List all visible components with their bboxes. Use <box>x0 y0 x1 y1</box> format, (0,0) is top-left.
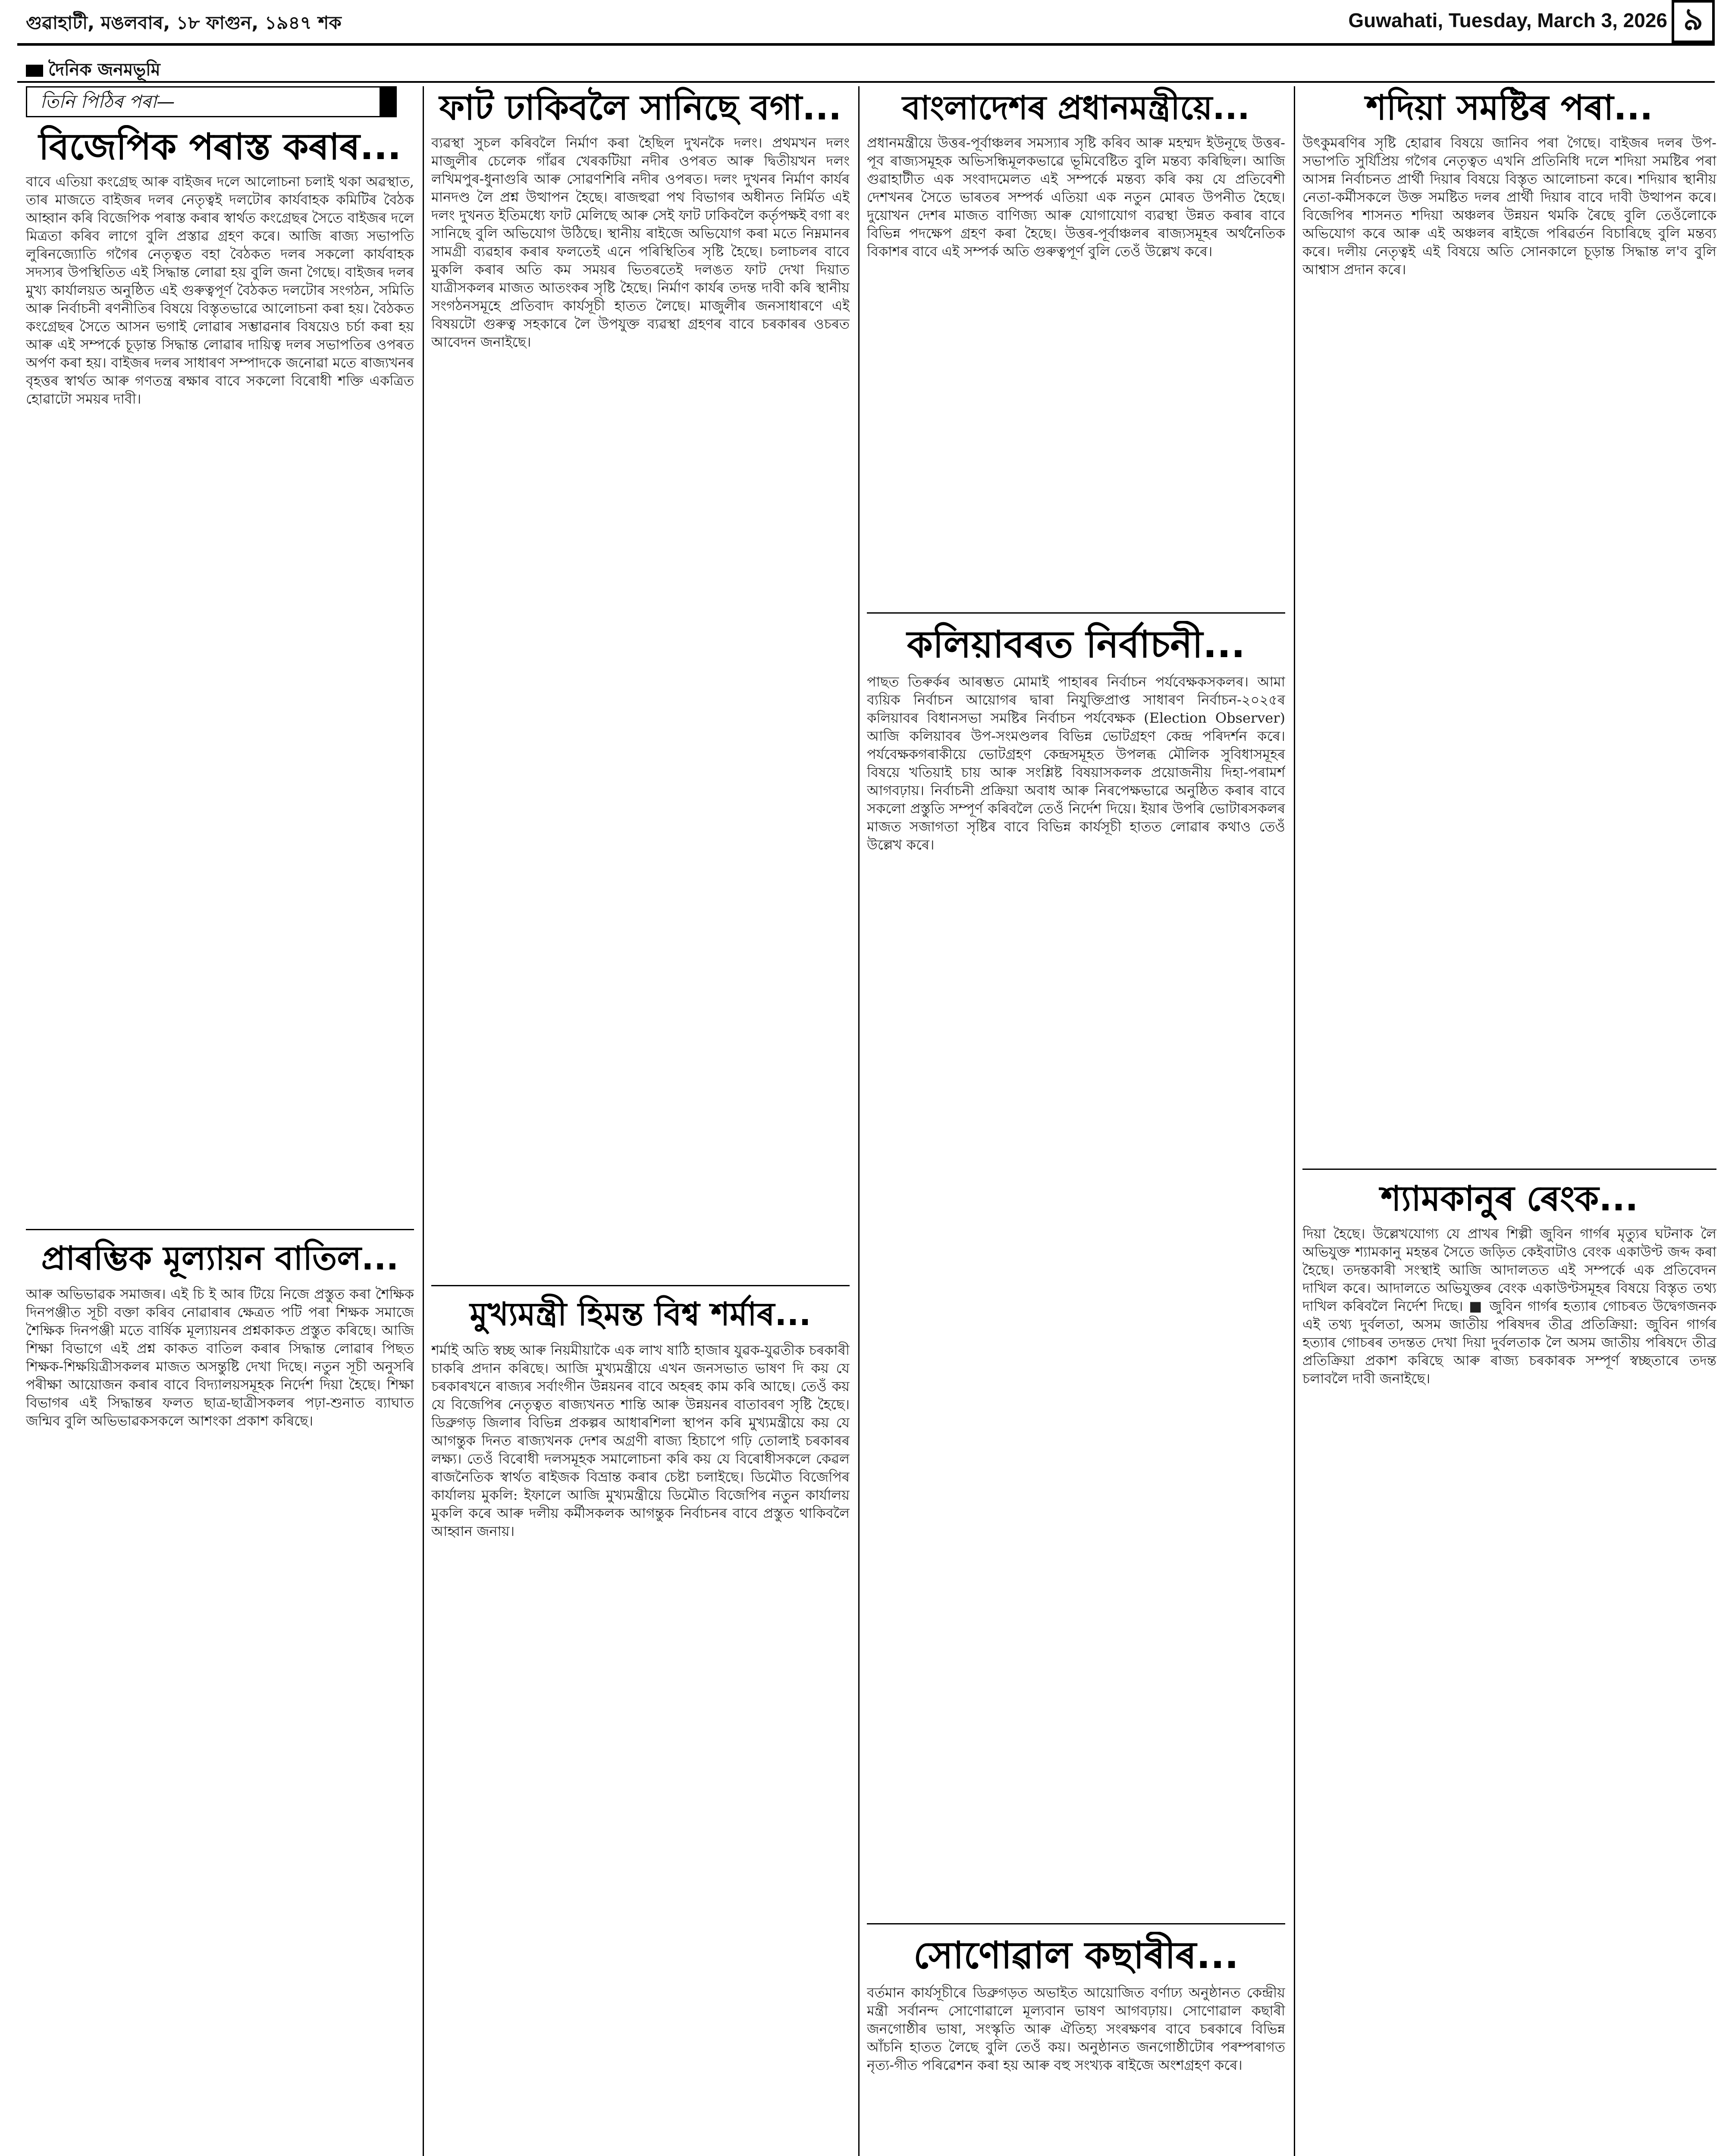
page-number: ৯ <box>1672 0 1715 43</box>
masthead-square-icon <box>26 65 43 77</box>
masthead-rule <box>17 81 1715 83</box>
masthead-title: দৈনিক জনমভূমি <box>48 60 160 80</box>
header-date-english: Guwahati, Tuesday, March 3, 2026 <box>1348 9 1667 31</box>
header-rule <box>17 43 1715 46</box>
headline-kaliabor-election: কলিয়াবৰত নিৰ্বাচনী... <box>907 623 1246 666</box>
headline-preliminary-evaluation: প্ৰাৰম্ভিক মূল্যায়ন বাতিল... <box>41 1239 399 1277</box>
article-divider <box>431 1285 850 1286</box>
article-chief-minister-body: শৰ্মাই অতি স্বচ্ছ আৰু নিয়মীয়াকৈ এক লাখ ষাঠি হাজাৰ যুৱক-যুৱতীক চৰকাৰী চাকৰি প্ৰদান কৰিছে। আজি মুখ্যমন্ত্ৰীয়ে এখন জনসভাত ভাষণ দি কয় যে চৰকাৰখনে ৰাজ্যৰ সৰ্বাংগীন উন্নয়নৰ বাবে অহৰহ কাম কৰি আছে। তেওঁ কয় যে বিজেপিৰ নেতৃত্বত ৰাজ্যখনত শান্তি আৰু উন্নয়নৰ বাতাবৰণ সৃষ্টি হৈছে। ডিব্ৰুগড় জিলাৰ বিভিন্ন প্ৰকল্পৰ আধাৰশিলা স্থাপন কৰি মুখ্যমন্ত্ৰীয়ে কয় যে আগন্তুক দিনত ৰাজ্যখনক দেশৰ অগ্ৰণী ৰাজ্য হিচাপে গঢ়ি তোলাই চৰকাৰৰ লক্ষ্য। তেওঁ বিৰোধী দলসমূহক সমালোচনা কৰি কয় যে বিৰোধীসকলে কেৱল ৰাজনৈতিক স্বাৰ্থত ৰাইজক বিভ্ৰান্ত কৰাৰ চেষ্টা চলাইছে। ডিমৌত বিজেপিৰ কাৰ্যালয় মুকলি: ইফালে আজি মুখ্যমন্ত্ৰীয়ে ডিমৌত বিজেপিৰ নতুন কাৰ্যালয় মুকলি কৰে আৰু দলীয় কৰ্মীসকলক আগন্তুক নিৰ্বাচনৰ বাবে প্ৰস্তুত থাকিবলৈ আহ্বান জনায়। <box>431 1342 850 1539</box>
column-divider-2 <box>858 86 860 2156</box>
article-bjp-defeat-body: বাবে এতিয়া কংগ্ৰেছ আৰু বাইজৰ দলে আলোচনা চলাই থকা অৱস্থাত, তাৰ মাজতে বাইজৰ দলৰ নেতৃত্বই দলটোৰ কাৰ্যবাহক কমিটিৰ বৈঠক আহ্বান কৰি বিজেপিক পৰাস্ত কৰাৰ স্বাৰ্থত কংগ্ৰেছৰ সৈতে বাইজৰ দলে মিত্ৰতা কৰিব লাগে বুলি প্ৰস্তাৱ গ্ৰহণ কৰে। আজি ৰাজ্য সভাপতি লুৰিনজ্যোতি গগৈৰ নেতৃত্বত বহা বৈঠকত দলৰ সকলো কাৰ্যবাহক সদস্যৰ উপস্থিতিত এই সিদ্ধান্ত লোৱা হয় বুলি জনা গৈছে। বাইজৰ দলৰ মুখ্য কাৰ্যালয়ত অনুষ্ঠিত এই গুৰুত্বপূৰ্ণ বৈঠকত দলটোৰ সংগঠন, সমিতি আৰু নিৰ্বাচনী ৰণনীতিৰ বিষয়ে বিস্তৃতভাৱে আলোচনা কৰা হয়। বৈঠকত কংগ্ৰেছৰ সৈতে আসন ভগাই লোৱাৰ সম্ভাৱনাৰ বিষয়েও চৰ্চা কৰা হয় আৰু এই সম্পৰ্কে চূড়ান্ত সিদ্ধান্ত লোৱাৰ দায়িত্ব দলৰ সভাপতিৰ ওপৰত অৰ্পণ কৰা হয়। বাইজৰ দলৰ সাধাৰণ সম্পাদকে জনোৱা মতে ৰাজ্যখনৰ বৃহত্তৰ স্বাৰ্থত আৰু গণতন্ত্ৰ ৰক্ষাৰ বাবে সকলো বিৰোধী শক্তি একত্ৰিত হোৱাটো সময়ৰ দাবী। <box>26 173 414 407</box>
headline-bridge-cracks: ফাট ঢাকিবলৈ সানিছে বগা... <box>439 88 842 128</box>
headline-bjp-defeat: বিজেপিক পৰাস্ত কৰাৰ... <box>38 125 402 168</box>
article-divider <box>867 612 1285 614</box>
article-bangladesh-pm-body: প্ৰধানমন্ত্ৰীয়ে উত্তৰ-পূৰ্বাঞ্চলৰ সমস্যাৰ সৃষ্টি কৰিব আৰু মহম্মদ ইউনূছে উত্তৰ-পূব ৰাজ্যসমূহক অভিসন্ধিমূলকভাৱে ভূমিবেষ্টিত বুলি মন্তব্য কৰিছিল। আজি গুৱাহাটীত এক সংবাদমেলত এই সম্পৰ্কে মন্তব্য কৰি কয় যে প্ৰতিবেশী দেশখনৰ সৈতে ভাৰতৰ সম্পৰ্ক এতিয়া এক নতুন মোৰত উপনীত হৈছে। দুয়োখন দেশৰ মাজত বাণিজ্য আৰু যোগাযোগ ব্যৱস্থা উন্নত কৰাৰ বাবে বিভিন্ন পদক্ষেপ গ্ৰহণ কৰা হৈছে। উত্তৰ-পূৰ্বাঞ্চলৰ ৰাজ্যসমূহৰ অৰ্থনৈতিক বিকাশৰ বাবে এই সম্পৰ্ক অতি গুৰুত্বপূৰ্ণ বুলি তেওঁ উল্লেখ কৰে। <box>867 135 1285 260</box>
section-label: তিনি পিঠিৰ পৰা— <box>26 86 397 117</box>
article-kaliabor-election-body: পাছত তিৰুৰ্কৰ আৰম্ভত মোমাই পাহাৰৰ নিৰ্বাচন পৰ্যবেক্ষকসকলৰ। আমা ব্যয়িক নিৰ্বাচন আয়োগৰ দ্বাৰা নিযুক্তিপ্ৰাপ্ত সাধাৰণ নিৰ্বাচন-২০২৫ৰ কলিয়াবৰ বিধানসভা সমষ্টিৰ নিৰ্বাচন পৰ্যবেক্ষক (Election Observer) আজি কলিয়াবৰ উপ-সংমণ্ডলৰ বিভিন্ন ভোটগ্ৰহণ কেন্দ্ৰ পৰিদৰ্শন কৰে। পৰ্যবেক্ষকগৰাকীয়ে ভোটগ্ৰহণ কেন্দ্ৰসমূহত উপলব্ধ মৌলিক সুবিধাসমূহৰ বিষয়ে খতিয়াই চায় আৰু সংশ্লিষ্ট বিষয়াসকলক প্ৰয়োজনীয় দিহা-পৰামৰ্শ আগবঢ়ায়। নিৰ্বাচনী প্ৰক্ৰিয়া অবাধ আৰু নিৰপেক্ষভাৱে অনুষ্ঠিত কৰাৰ বাবে সকলো প্ৰস্তুতি সম্পূৰ্ণ কৰিবলৈ তেওঁ নিৰ্দেশ দিয়ে। ইয়াৰ উপৰি ভোটাৰসকলৰ মাজত সজাগতা সৃষ্টিৰ বাবে বিভিন্ন কাৰ্যসূচী হাতত লোৱাৰ কথাও তেওঁ উল্লেখ কৰে। <box>867 674 1285 853</box>
headline-shyamkanu-bank: শ্যামকানুৰ ৰেংক... <box>1381 1178 1638 1219</box>
article-preliminary-evaluation-body: আৰু অভিভাৱক সমাজৰ। এই চি ই আৰ টিয়ে নিজে প্ৰস্তুত কৰা শৈক্ষিক দিনপঞ্জীত সূচী বক্তা কৰিব নোৱাৰাৰ ক্ষেত্ৰত পটি পৰা শিক্ষক সমাজে শৈক্ষিক দিনপঞ্জী মতে বাৰ্ষিক মূল্যায়নৰ প্ৰশ্নকাকত প্ৰস্তুত কৰিছে। আজি শিক্ষা বিভাগে এই প্ৰশ্ন কাকত বাতিল কৰাৰ সিদ্ধান্ত লোৱাৰ পিছত শিক্ষক-শিক্ষয়িত্ৰীসকলৰ মাজত অসন্তুষ্টি দেখা দিছে। নতুন সূচী অনুসৰি পৰীক্ষা আয়োজন কৰাৰ বাবে বিদ্যালয়সমূহক নিৰ্দেশ দিয়া হৈছে। শিক্ষা বিভাগৰ এই সিদ্ধান্তৰ ফলত ছাত্ৰ-ছাত্ৰীসকলৰ পঢ়া-শুনাত ব্যাঘাত জন্মিব বুলি অভিভাৱকসকলে আশংকা প্ৰকাশ কৰিছে। <box>26 1286 414 1429</box>
column-divider-3 <box>1294 86 1295 2156</box>
article-divider <box>867 1923 1285 1924</box>
header-date-assamese: গুৱাহাটী, মঙলবাৰ, ১৮ ফাগুন, ১৯৪৭ শক <box>26 12 342 33</box>
article-divider <box>1302 1169 1716 1170</box>
headline-bangladesh-pm: বাংলাদেশৰ প্ৰধানমন্ত্ৰীয়ে... <box>902 88 1250 127</box>
column-divider-1 <box>423 86 424 2156</box>
article-shyamkanu-bank-body: দিয়া হৈছে। উল্লেখযোগ্য যে প্ৰাখৰ শিল্পী জুবিন গাৰ্গৰ মৃত্যুৰ ঘটনাক লৈ অভিযুক্ত শ্যামকানু মহন্তৰ সৈতে জড়িত কেইবাটাও বেংক একাউণ্ট জব্দ কৰা হৈছে। তদন্তকাৰী সংস্থাই আজি আদালতত এই সম্পৰ্কে এক প্ৰতিবেদন দাখিল কৰে। আদালতে অভিযুক্তৰ বেংক একাউণ্টসমূহৰ বিষয়ে বিস্তৃত তথ্য দাখিল কৰিবলৈ নিৰ্দেশ দিছে। ■ জুবিন গাৰ্গৰ হত্যাৰ গোচৰত উদ্বেগজনক এই তথ্য দুৰ্বলতা, অসম জাতীয় পৰিষদৰ তীব্ৰ প্ৰতিক্ৰিয়া: জুবিন গাৰ্গৰ হত্যাৰ গোচৰৰ তদন্তত দেখা দিয়া দুৰ্বলতাক লৈ অসম জাতীয় পৰিষদে তীব্ৰ প্ৰতিক্ৰিয়া প্ৰকাশ কৰিছে আৰু ৰাজ্য চৰকাৰক সম্পূৰ্ণ স্বচ্ছতাৰে তদন্ত চলাবলৈ দাবী জনাইছে। <box>1302 1225 1716 1387</box>
article-sonowal-kachari-body: বৰ্তমান কাৰ্যসূচীৰে ডিব্ৰুগড়ত অভাইত আয়োজিত বৰ্ণাঢ্য অনুষ্ঠানত কেন্দ্ৰীয় মন্ত্ৰী সৰ্বানন্দ সোণোৱালে মূল্যবান ভাষণ আগবঢ়ায়। সোণোৱাল কছাৰী জনগোষ্ঠীৰ ভাষা, সংস্কৃতি আৰু ঐতিহ্য সংৰক্ষণৰ বাবে চৰকাৰে বিভিন্ন আঁচনি হাতত লৈছে বুলি তেওঁ কয়। অনুষ্ঠানত জনগোষ্ঠীটোৰ পৰম্পৰাগত নৃত্য-গীত পৰিৱেশন কৰা হয় আৰু বহু সংখ্যক ৰাইজে অংশগ্ৰহণ কৰে। <box>867 1984 1285 2073</box>
headline-sadiya-constituency: শদিয়া সমষ্টিৰ পৰা... <box>1366 88 1653 128</box>
headline-sonowal-kachari: সোণোৱাল কছাৰীৰ... <box>913 1934 1239 1977</box>
article-divider <box>26 1229 414 1230</box>
article-bridge-cracks-body: ব্যৱস্থা সুচল কৰিবলৈ নিৰ্মাণ কৰা হৈছিল দুখনকৈ দলং। প্ৰথমখন দলং মাজুলীৰ চেলেক গাঁৱৰ খেৰকটিয়া নদীৰ ওপৰত আৰু দ্বিতীয়খন দলং লখিমপুৰ-ধুনাগুৰি আৰু সোৱণশিৰি নদীৰ ওপৰত। দলং দুখনৰ নিৰ্মাণ কাৰ্যৰ মানদণ্ড লৈ প্ৰশ্ন উত্থাপন হৈছে। ৰাজহুৱা পথ বিভাগৰ অধীনত নিৰ্মিত এই দলং দুখনত ইতিমধ্যে ফাট মেলিছে আৰু সেই ফাট ঢাকিবলৈ কৰ্তৃপক্ষই বগা ৰং সানিছে বুলি অভিযোগ উঠিছে। স্থানীয় ৰাইজে অভিযোগ কৰা মতে নিম্নমানৰ সামগ্ৰী ব্যৱহাৰ কৰাৰ ফলতেই এনে পৰিস্থিতিৰ সৃষ্টি হৈছে। চলাচলৰ বাবে মুকলি কৰাৰ অতি কম সময়ৰ ভিতৰতেই দলঙত ফাট দেখা দিয়াত যাত্ৰীসকলৰ মাজত আতংকৰ সৃষ্টি হৈছে। নিৰ্মাণ কাৰ্যৰ তদন্ত দাবী কৰি স্থানীয় সংগঠনসমূহে প্ৰতিবাদ কাৰ্যসূচী হাতত লৈছে। মাজুলীৰ জনসাধাৰণে এই বিষয়টো গুৰুত্ব সহকাৰে লৈ উপযুক্ত ব্যৱস্থা গ্ৰহণৰ বাবে চৰকাৰৰ ওচৰত আবেদন জনাইছে। <box>431 135 850 350</box>
headline-chief-minister: মুখ্যমন্ত্ৰী হিমন্ত বিশ্ব শৰ্মাৰ... <box>470 1296 811 1333</box>
masthead <box>26 56 160 85</box>
article-sadiya-constituency-body: উৎকুমৰণিৰ সৃষ্টি হোৱাৰ বিষয়ে জানিব পৰা গৈছে। বাইজৰ দলৰ উপ-সভাপতি সুৰ্যিপ্ৰিয় গগৈৰ নেতৃত্বত এখনি প্ৰতিনিধি দলে শদিয়া সমষ্টিৰ পৰা আসন্ন নিৰ্বাচনত প্ৰাৰ্থী দিয়াৰ বিষয়ে বিস্তৃত আলোচনা কৰে। শদিয়াৰ স্থানীয় নেতা-কৰ্মীসকলে উক্ত সমষ্টিত দলৰ প্ৰাৰ্থী দিয়াৰ বাবে দাবী উত্থাপন কৰে। বিজেপিৰ শাসনত শদিয়া অঞ্চলৰ উন্নয়ন থমকি ৰৈছে বুলি তেওঁলোকে অভিযোগ কৰে আৰু এই অঞ্চলৰ ৰাইজে পৰিৱৰ্তন বিচাৰিছে বুলি মন্তব্য কৰে। দলীয় নেতৃত্বই এই বিষয়ে অতি সোনকালে চূড়ান্ত সিদ্ধান্ত ল'ব বুলি আশ্বাস প্ৰদান কৰে। <box>1302 135 1716 278</box>
